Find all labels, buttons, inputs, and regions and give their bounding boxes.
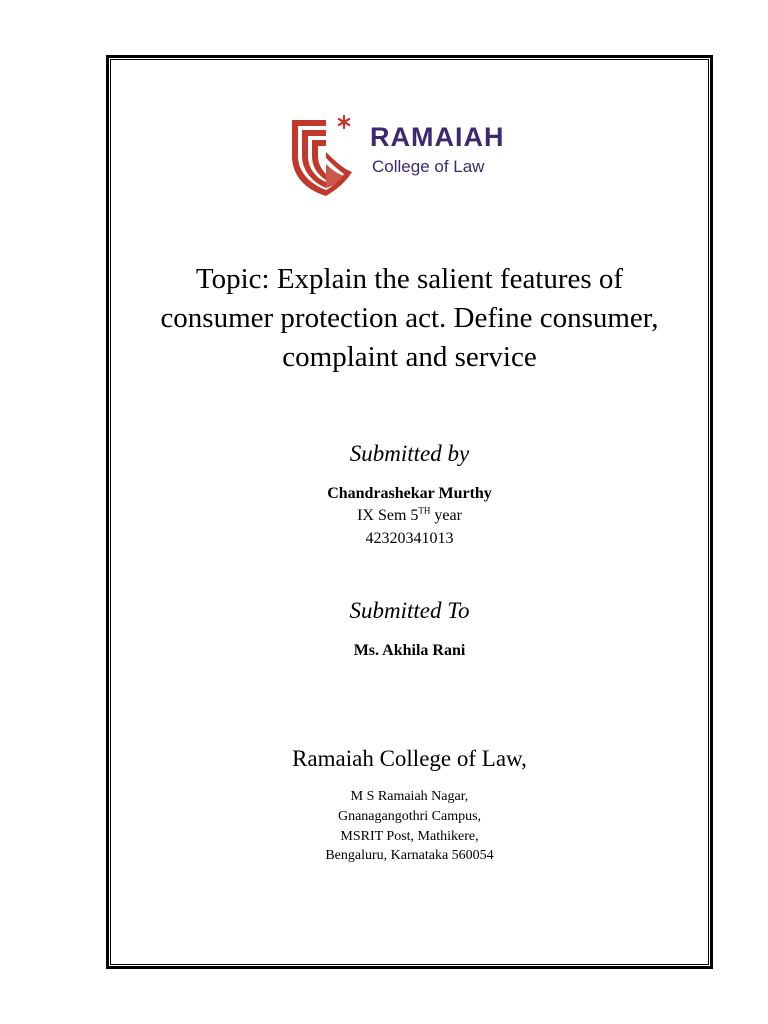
roll-number: 42320341013 [365, 530, 454, 547]
semester-info: IX Sem 5TH year [357, 505, 462, 524]
topic-line: complaint and service [282, 341, 537, 373]
submitted-to-heading: Submitted To [349, 598, 470, 623]
institution-name: Ramaiah College of Law, [292, 746, 527, 771]
logo-subtitle: College of Law [372, 157, 485, 176]
address-line: Bengaluru, Karnataka 560054 [325, 848, 494, 863]
address-line: M S Ramaiah Nagar, [350, 789, 469, 804]
address-line: Gnanagangothri Campus, [337, 809, 482, 824]
address-line: MSRIT Post, Mathikere, [340, 829, 479, 844]
logo-name: RAMAIAH [370, 122, 505, 152]
college-logo [286, 112, 536, 198]
student-name: Chandrashekar Murthy [327, 485, 492, 502]
submitted-by-heading: Submitted by [349, 441, 470, 466]
shield-logo-icon [286, 112, 360, 196]
topic-line: consumer protection act. Define consumer, [160, 302, 659, 334]
faculty-name: Ms. Akhila Rani [353, 642, 466, 659]
asterisk-icon [339, 116, 349, 128]
topic-title [110, 260, 709, 377]
topic-line: Topic: Explain the salient features of [195, 263, 624, 295]
